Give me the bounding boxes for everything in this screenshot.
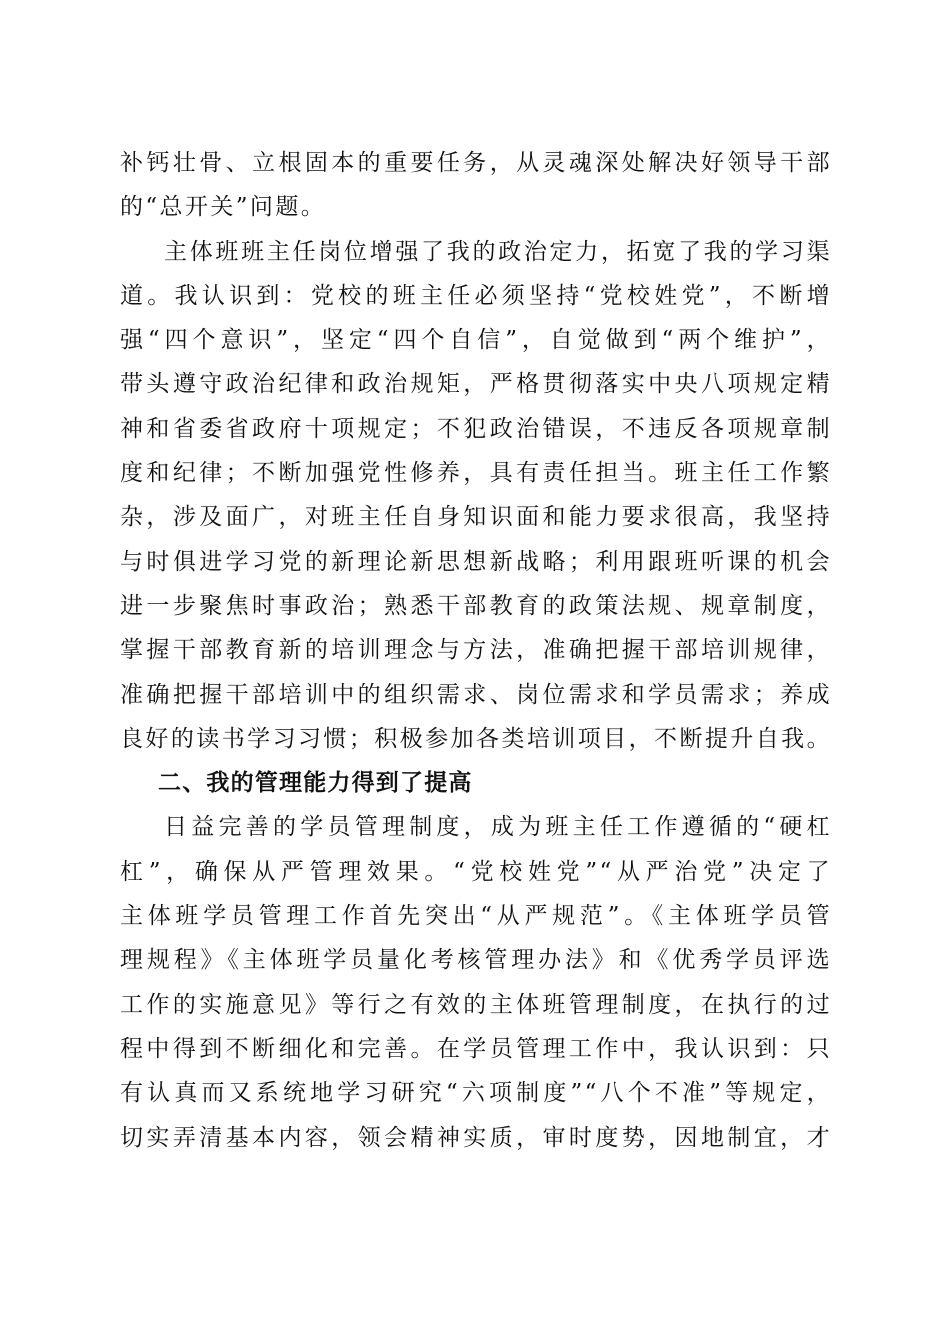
document-body-text xyxy=(120,141,832,1160)
paragraph-line: 有认真而又系统地学习研究“六项制度”“八个不准”等规定， xyxy=(120,1080,832,1107)
paragraph-line: 主体班班主任岗位增强了我的政治定力，拓宽了我的学习渠 xyxy=(164,238,832,265)
paragraph-line: 程中得到不断细化和完善。在学员管理工作中，我认识到：只 xyxy=(120,1035,832,1062)
paragraph-line: 日益完善的学员管理制度，成为班主任工作遵循的“硬杠 xyxy=(164,814,832,841)
paragraph-line: 的“总开关”问题。 xyxy=(120,194,327,221)
paragraph-line: 带头遵守政治纪律和政治规矩，严格贯彻落实中央八项规定精 xyxy=(120,371,832,398)
paragraph-line: 良好的读书学习习惯；积极参加各类培训项目，不断提升自我。 xyxy=(120,725,832,752)
paragraph-line: 强“四个意识”，坚定“四个自信”，自觉做到“两个维护”， xyxy=(120,327,832,354)
paragraph-line: 与时俱进学习党的新理论新思想新战略；利用跟班听课的机会 xyxy=(120,548,832,575)
paragraph-line: 工作的实施意见》等行之有效的主体班管理制度，在执行的过 xyxy=(120,991,832,1018)
paragraph-line: 进一步聚焦时事政治；熟悉干部教育的政策法规、规章制度， xyxy=(120,592,832,619)
paragraph-line: 杠”，确保从严管理效果。“党校姓党”“从严治党”决定了 xyxy=(120,858,832,885)
paragraph-line: 切实弄清基本内容，领会精神实质，审时度势，因地制宜，才 xyxy=(120,1124,832,1151)
paragraph-line: 神和省委省政府十项规定；不犯政治错误，不违反各项规章制 xyxy=(120,415,832,442)
paragraph-line: 补钙壮骨、立根固本的重要任务，从灵魂深处解决好领导干部 xyxy=(120,150,832,176)
paragraph-line: 主体班学员管理工作首先突出“从严规范”。《主体班学员管 xyxy=(120,903,832,930)
paragraph-line: 准确把握干部培训中的组织需求、岗位需求和学员需求；养成 xyxy=(120,681,832,708)
paragraph-line: 杂，涉及面广，对班主任自身知识面和能力要求很高，我坚持 xyxy=(120,504,832,531)
paragraph-line: 掌握干部教育新的培训理念与方法，准确把握干部培训规律， xyxy=(120,637,832,664)
paragraph-line: 理规程》《主体班学员量化考核管理办法》和《优秀学员评选 xyxy=(120,947,832,974)
section-heading: 二、我的管理能力得到了提高 xyxy=(158,770,473,797)
paragraph-line: 度和纪律；不断加强党性修养，具有责任担当。班主任工作繁 xyxy=(120,460,832,487)
paragraph-line: 道。我认识到：党校的班主任必须坚持“党校姓党”，不断增 xyxy=(120,282,832,309)
